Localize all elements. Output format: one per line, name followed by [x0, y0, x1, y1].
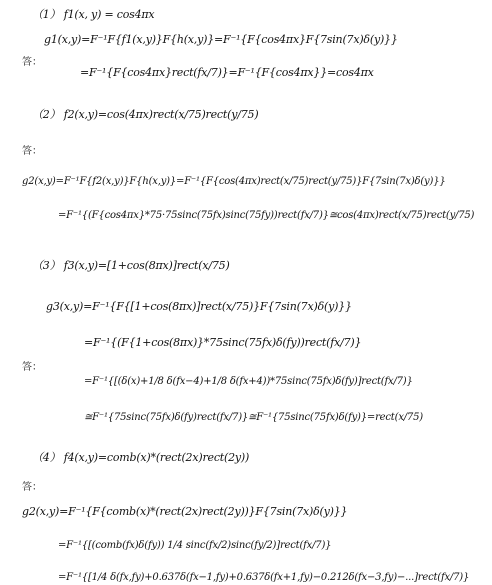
equation-4-line-3: =F⁻¹{[1/4 δ(fx,fy)+0.637δ(fx−1,fy)+0.637δ(fx+1,fy)−0.212δ(fx−3,fy)−...]rect(fx/7)}: [58, 572, 470, 583]
equation-3-line-3: =F⁻¹{[(δ(x)+1/8 δ(fx−4)+1/8 δ(fx+4))*75sinc(75fx)δ(fy)]rect(fx/7)}: [84, 376, 413, 387]
equation-3-line-4: ≅F⁻¹{75sinc(75fx)δ(fy)rect(fx/7)}≅F⁻¹{75sinc(75fx)δ(fy)}=rect(x/75): [84, 412, 423, 423]
answer-label-1: 答：: [22, 57, 42, 68]
answer-label-4: 答：: [22, 482, 42, 493]
problem-3: （3） f3(x,y)=[1+cos(8πx)]rect(x/75): [32, 259, 230, 272]
problem-1: （1） f1(x, y) = cos4πx: [32, 8, 155, 21]
equation-2-line-2: =F⁻¹{(F{cos4πx}*75·75sinc(75fx)sinc(75fy))rect(fx/7)}≅cos(4πx)rect(x/75)rect(y/75): [58, 210, 475, 221]
equation-1-line-1: g1(x,y)=F⁻¹F{f1(x,y)}F{h(x,y)}=F⁻¹{F{cos4πx}F{7sin(7x)δ(y)}}: [44, 33, 398, 46]
problem-4: （4） f4(x,y)=comb(x)*(rect(2x)rect(2y)): [32, 451, 250, 464]
problem-2: （2） f2(x,y)=cos(4πx)rect(x/75)rect(y/75): [32, 108, 259, 121]
equation-2-line-1: g2(x,y)=F⁻¹F{f2(x,y)}F{h(x,y)}=F⁻¹{F{cos(4πx)rect(x/75)rect(y/75)}F{7sin(7x)δ(y)}}: [22, 176, 446, 187]
answer-label-3: 答：: [22, 362, 42, 373]
equation-3-line-2: =F⁻¹{(F{1+cos(8πx)}*75sinc(75fx)δ(fy))rect(fx/7)}: [84, 336, 362, 349]
answer-label-2: 答：: [22, 146, 42, 157]
equation-4-line-1: g2(x,y)=F⁻¹{F{comb(x)*(rect(2x)rect(2y))}F{7sin(7x)δ(y)}}: [22, 505, 348, 518]
equation-1-line-2: =F⁻¹{F{cos4πx}rect(fx/7)}=F⁻¹{F{cos4πx}}=cos4πx: [80, 66, 374, 79]
equation-3-line-1: g3(x,y)=F⁻¹{F{[1+cos(8πx)]rect(x/75)}F{7sin(7x)δ(y)}}: [46, 300, 352, 313]
equation-4-line-2: =F⁻¹{[(comb(fx)δ(fy)) 1/4 sinc(fx/2)sinc(fy/2)]rect(fx/7)}: [58, 540, 332, 551]
